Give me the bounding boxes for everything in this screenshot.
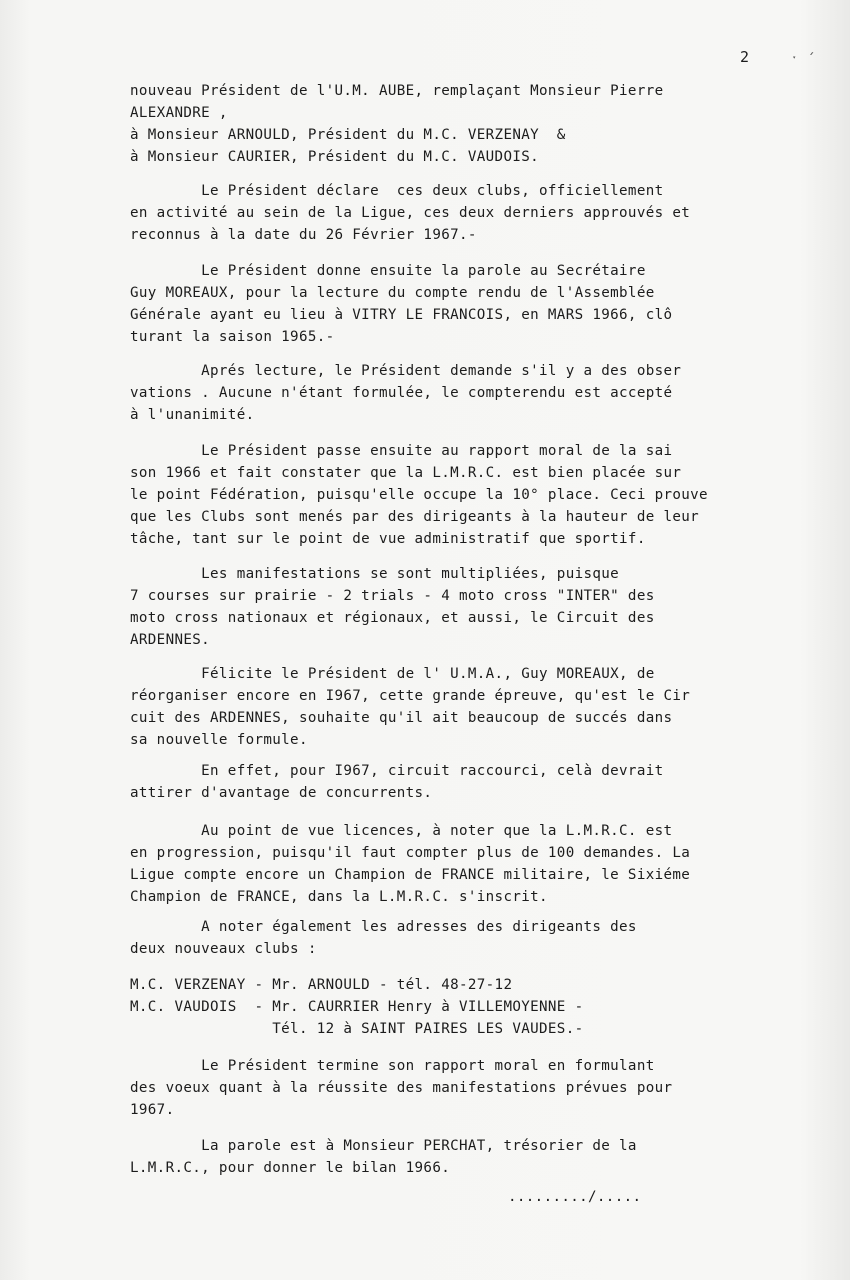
text-line: cuit des ARDENNES, souhaite qu'il ait beaucoup de succés dans — [130, 710, 673, 726]
text-line: en activité au sein de la Ligue, ces deux derniers approuvés et — [130, 205, 691, 221]
text-line: à Monsieur CAURIER, Président du M.C. VAUDOIS. — [130, 149, 540, 165]
text-line: le point Fédération, puisqu'elle occupe la 10° place. Ceci prouve — [130, 487, 708, 503]
text-line: Le Président donne ensuite la parole au Secrétaire — [130, 263, 646, 279]
text-line: Générale ayant eu lieu à VITRY LE FRANCOIS, en MARS 1966, clô — [130, 307, 673, 323]
text-line: des voeux quant à la réussite des manifestations prévues pour — [130, 1080, 673, 1096]
text-line: Tél. 12 à SAINT PAIRES LES VAUDES.- — [130, 1021, 584, 1037]
continuation-marker: ........./..... — [508, 1189, 642, 1205]
text-line: turant la saison 1965.- — [130, 329, 335, 345]
text-line: tâche, tant sur le point de vue administratif que sportif. — [130, 531, 646, 547]
text-line: vations . Aucune n'étant formulée, le compterendu est accepté — [130, 385, 673, 401]
page-number: 2 — [740, 48, 750, 66]
text-line: L.M.R.C., pour donner le bilan 1966. — [130, 1160, 451, 1176]
text-line: Le Président déclare ces deux clubs, officiellement — [130, 183, 664, 199]
text-line: En effet, pour I967, circuit raccourci, celà devrait — [130, 763, 664, 779]
text-line: moto cross nationaux et régionaux, et aussi, le Circuit des — [130, 610, 655, 626]
text-line: ARDENNES. — [130, 632, 211, 648]
text-line: A noter également les adresses des dirigeants des — [130, 919, 637, 935]
text-line: reconnus à la date du 26 Février 1967.- — [130, 227, 477, 243]
text-line: attirer d'avantage de concurrents. — [130, 785, 433, 801]
text-line: Le Président termine son rapport moral en formulant — [130, 1058, 655, 1074]
text-line: Guy MOREAUX, pour la lecture du compte rendu de l'Assemblée — [130, 285, 655, 301]
text-line: M.C. VAUDOIS - Mr. CAURRIER Henry à VILLEMOYENNE - — [130, 999, 584, 1015]
text-line: réorganiser encore en I967, cette grande épreuve, qu'est le Cir — [130, 688, 691, 704]
text-line: Félicite le Président de l' U.M.A., Guy MOREAUX, de — [130, 666, 655, 682]
text-line: Champion de FRANCE, dans la L.M.R.C. s'inscrit. — [130, 889, 548, 905]
text-line: en progression, puisqu'il faut compter plus de 100 demandes. La — [130, 845, 691, 861]
text-line: 7 courses sur prairie - 2 trials - 4 moto cross "INTER" des — [130, 588, 655, 604]
text-line: deux nouveaux clubs : — [130, 941, 317, 957]
text-line: Ligue compte encore un Champion de FRANCE militaire, le Sixiéme — [130, 867, 691, 883]
text-line: à l'unanimité. — [130, 407, 255, 423]
text-line: que les Clubs sont menés par des dirigeants à la hauteur de leur — [130, 509, 700, 525]
text-line: M.C. VERZENAY - Mr. ARNOULD - tél. 48-27-12 — [130, 977, 513, 993]
text-line: sa nouvelle formule. — [130, 732, 308, 748]
text-line: à Monsieur ARNOULD, Président du M.C. VERZENAY & — [130, 127, 566, 143]
text-line: son 1966 et fait constater que la L.M.R.C. est bien placée sur — [130, 465, 682, 481]
text-line: Au point de vue licences, à noter que la L.M.R.C. est — [130, 823, 673, 839]
text-line: 1967. — [130, 1102, 175, 1118]
text-line: Aprés lecture, le Président demande s'il y a des obser — [130, 363, 682, 379]
text-line: Les manifestations se sont multipliées, puisque — [130, 566, 620, 582]
text-line: Le Président passe ensuite au rapport moral de la sai — [130, 443, 673, 459]
text-line: La parole est à Monsieur PERCHAT, trésorier de la — [130, 1138, 637, 1154]
text-line: nouveau Président de l'U.M. AUBE, remplaçant Monsieur Pierre — [130, 83, 664, 99]
corner-mark: ˑ ´ — [790, 52, 816, 68]
text-line: ALEXANDRE , — [130, 105, 228, 121]
